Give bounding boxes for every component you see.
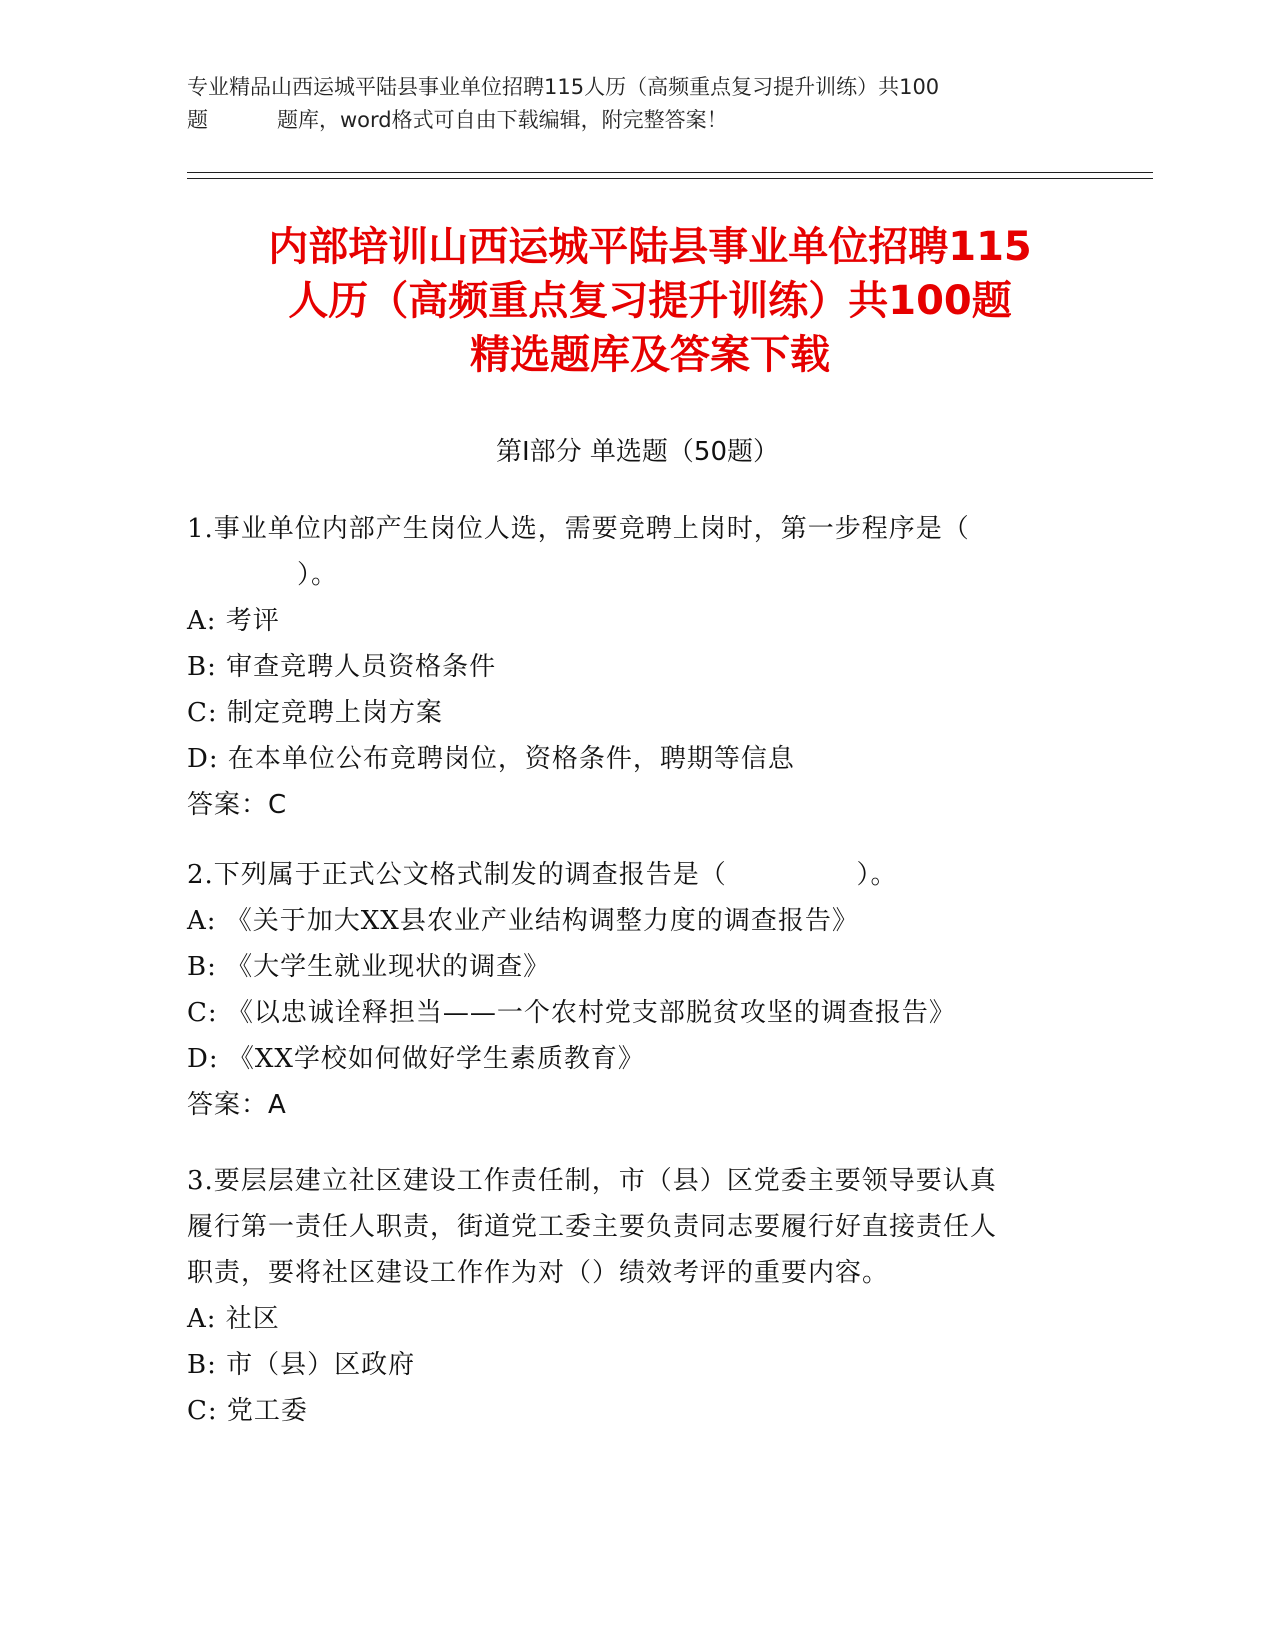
option-b: B: 审查竞聘人员资格条件 <box>187 652 497 682</box>
question-3 <box>187 1158 1067 1434</box>
document-title <box>150 220 1150 382</box>
option-b: B: 市（县）区政府 <box>187 1350 416 1380</box>
question-stem: 2.下列属于正式公文格式制发的调查报告是（ ）。 <box>187 860 898 890</box>
option-a: A: 社区 <box>187 1304 280 1334</box>
header-line-2-right: 题库，word格式可自由下载编辑，附完整答案！ <box>277 108 728 132</box>
option-a: A: 《关于加大XX县农业产业结构调整力度的调查报告》 <box>187 906 859 936</box>
question-stem: 1.事业单位内部产生岗位人选，需要竞聘上岗时，第一步程序是（ <box>187 514 970 544</box>
option-d: D: 《XX学校如何做好学生素质教育》 <box>187 1044 645 1074</box>
answer: 答案：C <box>187 790 288 820</box>
question-stem: 3.要层层建立社区建设工作责任制，市（县）区党委主要领导要认真 <box>187 1166 997 1196</box>
option-c: C: 党工委 <box>187 1396 308 1426</box>
title-line-2: 人历（高频重点复习提升训练）共100题 <box>288 278 1012 324</box>
question-stem-continued: ）。 <box>297 560 339 590</box>
question-2 <box>187 852 1067 1128</box>
header-divider-bottom <box>187 178 1153 179</box>
option-c: C: 制定竞聘上岗方案 <box>187 698 443 728</box>
option-c: C: 《以忠诚诠释担当——一个农村党支部脱贫攻坚的调查报告》 <box>187 998 956 1028</box>
answer: 答案：A <box>187 1090 287 1120</box>
question-stem-continued: 履行第一责任人职责，街道党工委主要负责同志要履行好直接责任人 <box>187 1212 998 1242</box>
header-line-1: 专业精品山西运城平陆县事业单位招聘115人历（高频重点复习提升训练）共100 <box>187 75 940 99</box>
option-a: A: 考评 <box>187 606 280 636</box>
option-d: D: 在本单位公布竞聘岗位，资格条件，聘期等信息 <box>187 744 795 774</box>
question-stem-continued: 职责，要将社区建设工作作为对（）绩效考评的重要内容。 <box>187 1258 890 1288</box>
question-1 <box>187 506 1067 828</box>
header-divider-top <box>187 172 1153 173</box>
title-line-1: 内部培训山西运城平陆县事业单位招聘115 <box>268 224 1032 270</box>
section-title: 第Ⅰ部分 单选题（50题） <box>495 437 780 467</box>
option-b: B: 《大学生就业现状的调查》 <box>187 952 551 982</box>
header-line-2-left: 题 <box>187 108 208 132</box>
title-line-3: 精选题库及答案下载 <box>470 332 830 378</box>
